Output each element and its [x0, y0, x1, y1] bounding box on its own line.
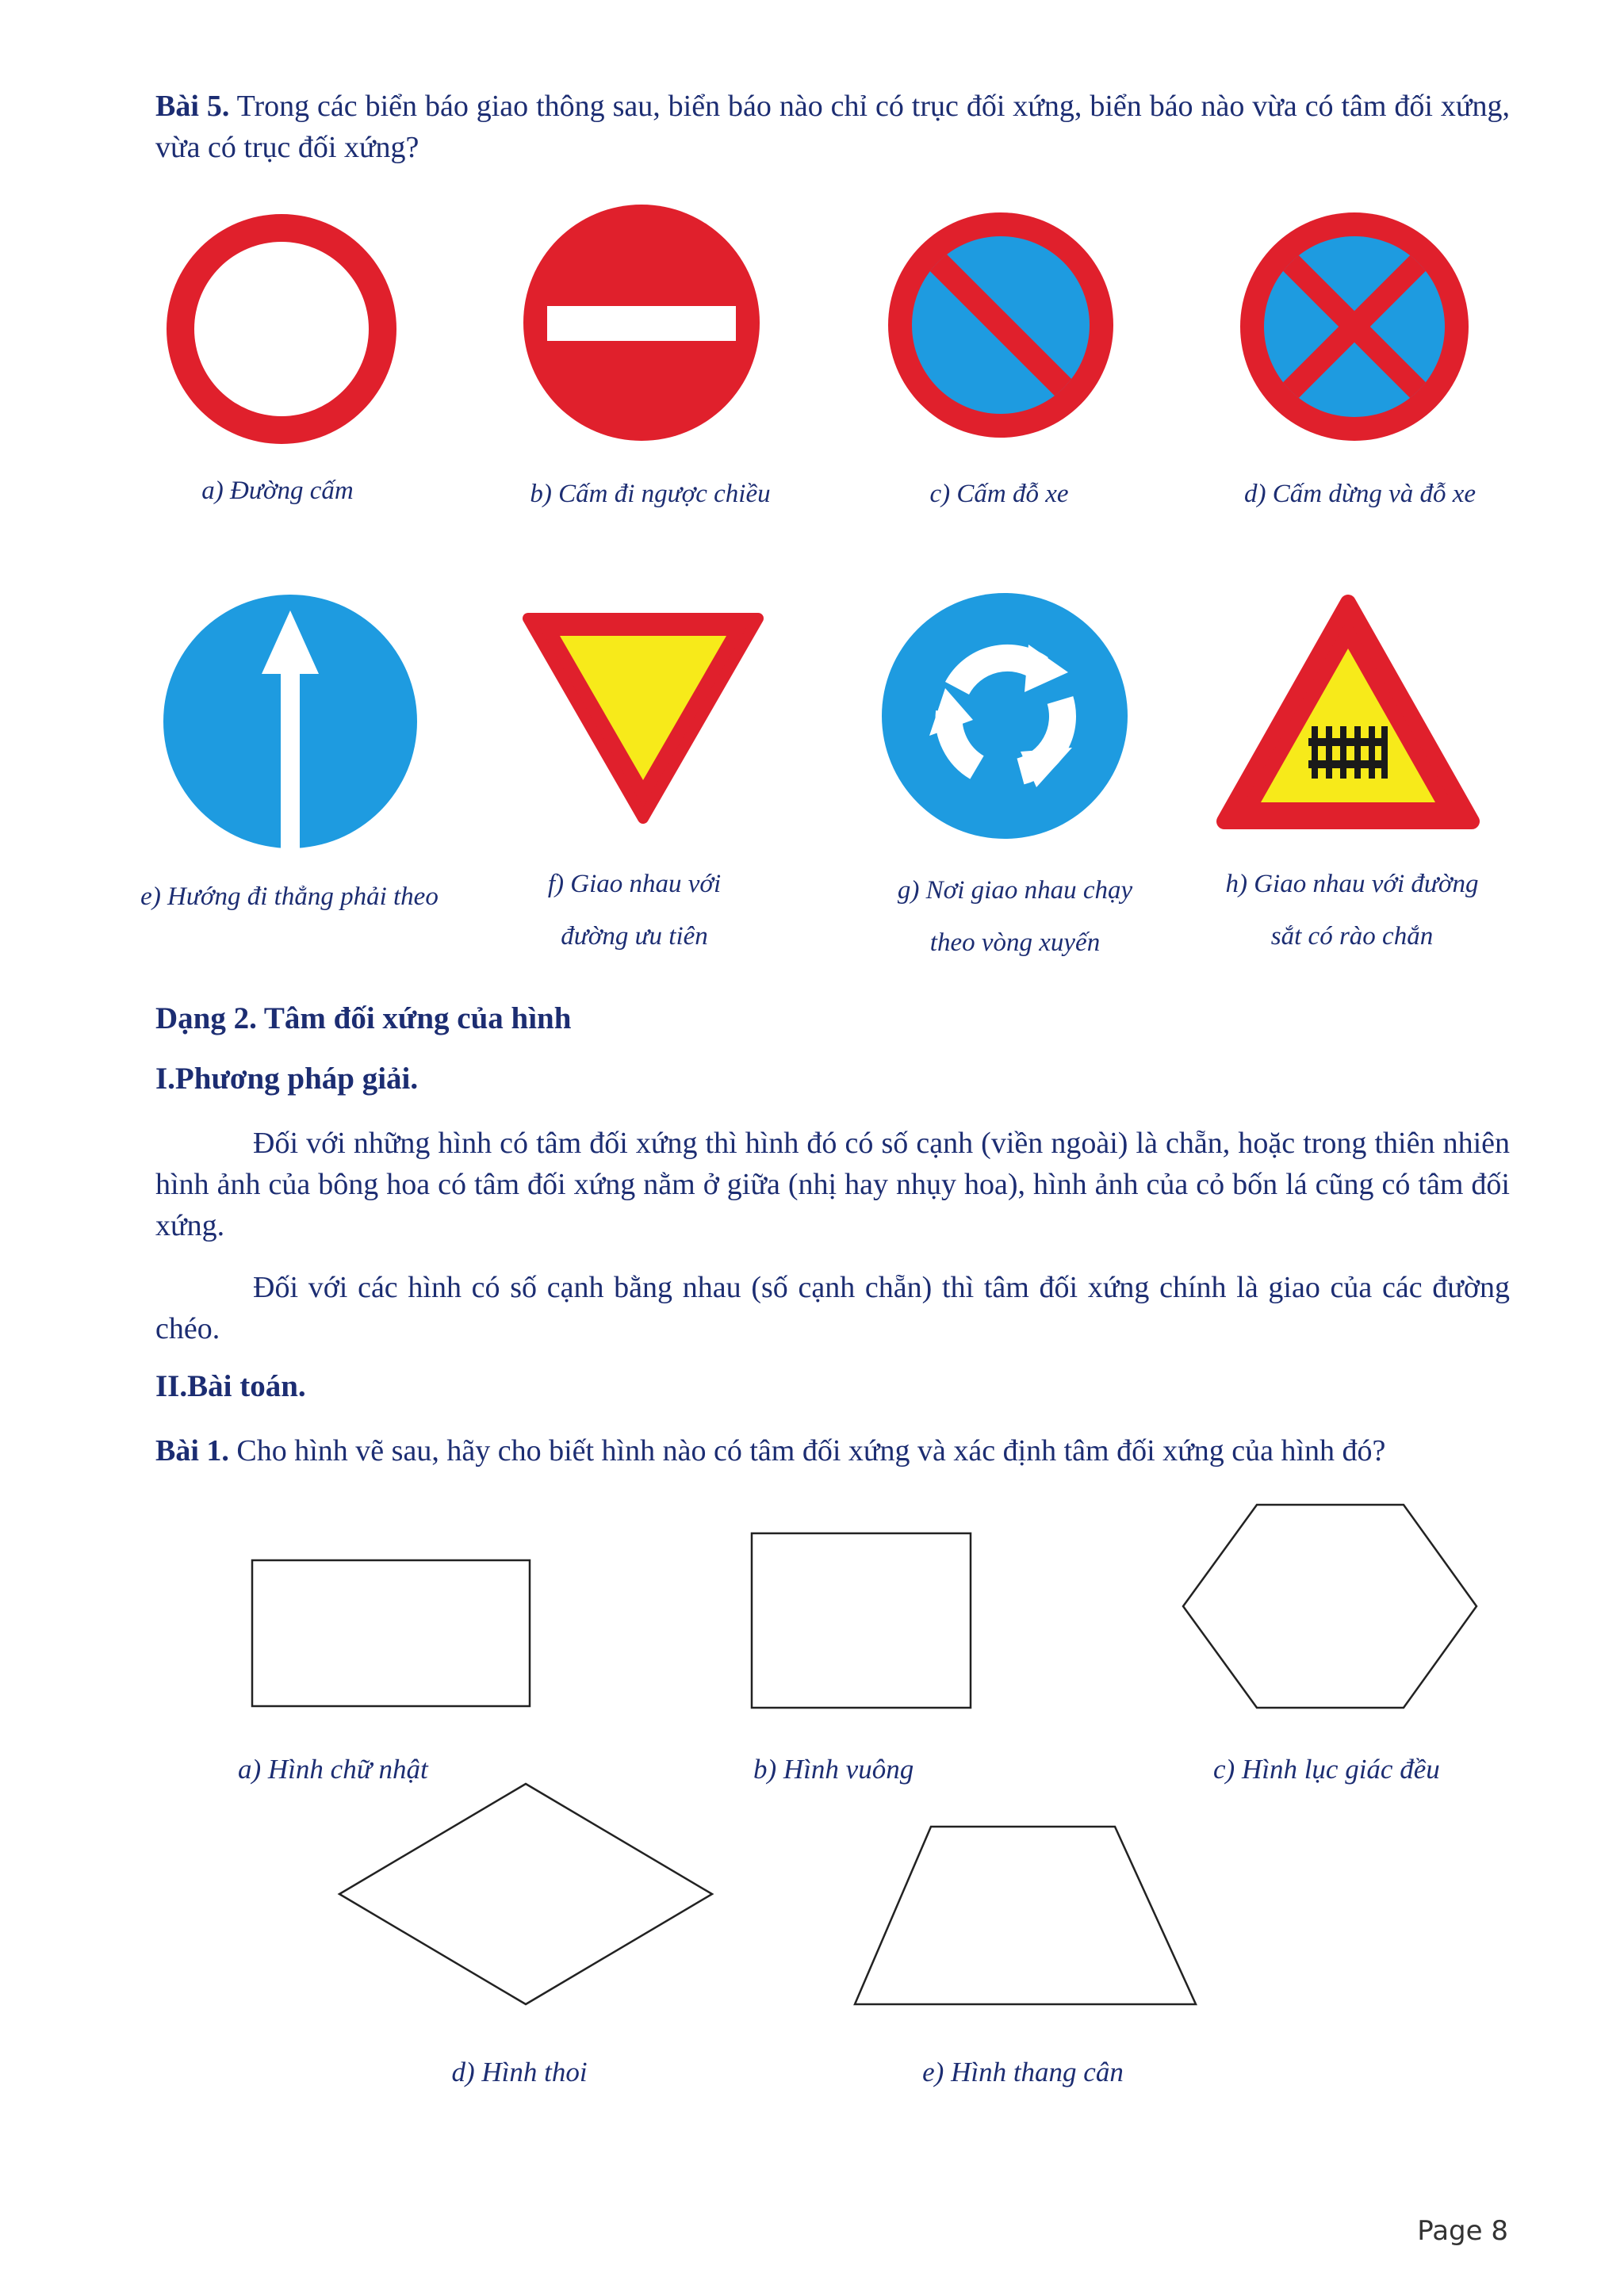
sign-caption-b: b) Cấm đi ngược chiều: [530, 480, 771, 508]
trapezoid-shape: [853, 1825, 1197, 2006]
exercise-1-label: Bài 1.: [155, 1434, 229, 1468]
sign-caption-d: d) Cấm dừng và đỗ xe: [1243, 480, 1477, 508]
sign-caption-f-1: f) Giao nhau với: [547, 870, 722, 898]
straight-ahead-sign: [163, 595, 417, 848]
no-entry-bar-sign: [523, 205, 760, 441]
rectangle-shape: [251, 1559, 531, 1709]
no-entry-ring-sign: [167, 214, 396, 444]
method-paragraph-1: Đối với những hình có tâm đối xứng thì hình đó có số cạnh (viền ngoài) là chẵn, hoặc trong thiên nhiên hình ảnh của bông hoa có tâm đối xứng nằm ở giữa (nhị hay nhụy hoa), hình ảnh của cỏ bốn lá cũng có tâm đối xứng.: [155, 1127, 1510, 1242]
exercise-1-text: [155, 1430, 1510, 1471]
exercise-5-label: Bài 5.: [155, 90, 230, 123]
no-stopping-sign: [1240, 212, 1469, 441]
sign-caption-g-2: theo vòng xuyến: [929, 928, 1101, 957]
rhombus-shape: [338, 1782, 714, 2006]
method-heading: I.Phương pháp giải.: [155, 1062, 419, 1096]
shape-caption-a: a) Hình chữ nhật: [238, 1754, 428, 1785]
hexagon-shape: [1182, 1503, 1478, 1709]
sign-caption-g-1: g) Nơi giao nhau chạy: [897, 876, 1133, 905]
page-number: Page 8: [1417, 2215, 1508, 2247]
shape-caption-e: e) Hình thang cân: [922, 2057, 1124, 2087]
roundabout-sign: [882, 593, 1128, 839]
shape-caption-d: d) Hình thoi: [451, 2057, 588, 2087]
exercise-5-text: [155, 86, 1510, 168]
method-paragraph-2: Đối với các hình có số cạnh bằng nhau (số cạnh chẵn) thì tâm đối xứng chính là giao của các đường chéo.: [155, 1271, 1510, 1345]
problems-heading: II.Bài toán.: [155, 1369, 306, 1403]
railway-crossing-sign: [1213, 591, 1483, 834]
yield-sign: [520, 610, 766, 825]
no-parking-sign: [888, 212, 1113, 438]
sign-caption-c: c) Cấm đỗ xe: [929, 480, 1069, 508]
square-shape: [750, 1532, 972, 1709]
sign-caption-h-1: h) Giao nhau với đường: [1225, 870, 1479, 898]
sign-caption-f-2: đường ưu tiên: [561, 922, 708, 951]
section-title: Dạng 2. Tâm đối xứng của hình: [155, 1001, 572, 1035]
exercise-5-question: Trong các biển báo giao thông sau, biển báo nào chỉ có trục đối xứng, biển báo nào vừa có tâm đối xứng, vừa có trục đối xứng?: [155, 90, 1510, 164]
sign-caption-h-2: sắt có rào chắn: [1270, 922, 1434, 951]
sign-caption-a: a) Đường cấm: [201, 476, 354, 505]
shape-caption-b: b) Hình vuông: [753, 1754, 914, 1785]
sign-caption-e: e) Hướng đi thẳng phải theo: [140, 882, 439, 911]
shape-caption-c: c) Hình lục giác đều: [1213, 1754, 1440, 1785]
exercise-1-question: Cho hình vẽ sau, hãy cho biết hình nào có tâm đối xứng và xác định tâm đối xứng của hình đó?: [228, 1434, 1386, 1468]
